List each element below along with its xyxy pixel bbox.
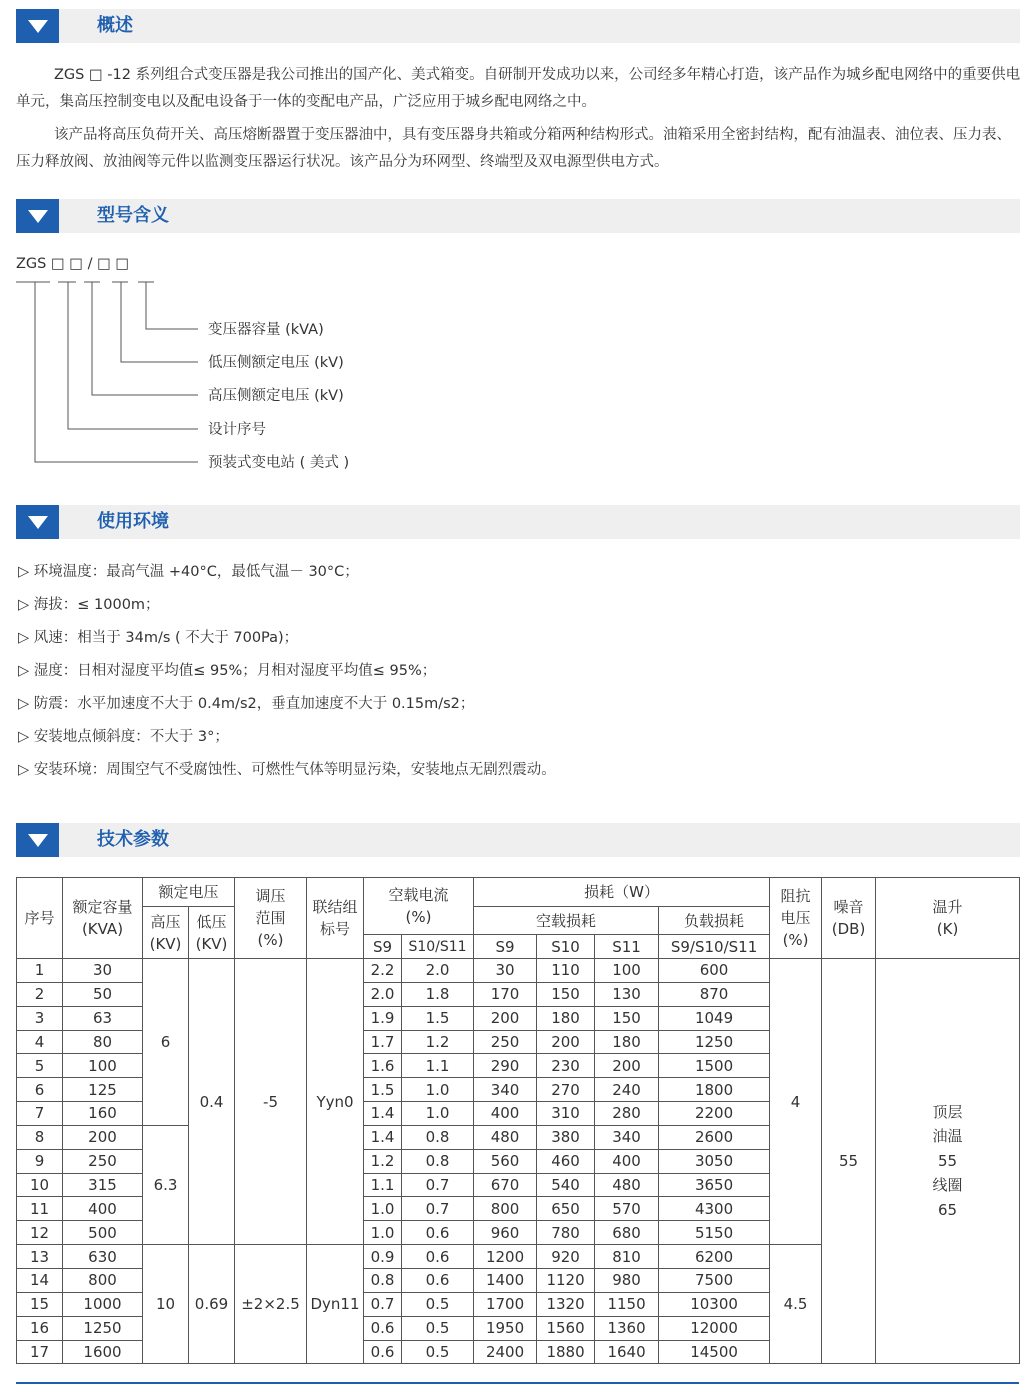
cell-i10: 0.5 (402, 1292, 474, 1316)
cell-seq: 4 (17, 1030, 63, 1054)
cell-p10: 1120 (537, 1268, 595, 1292)
cell-pk: 3050 (659, 1149, 770, 1173)
cell-p9: 200 (474, 1006, 537, 1030)
env-item: ▷ 防震：水平加速度不大于 0.4m/s2，垂直加速度不大于 0.15m/s2； (18, 696, 475, 712)
cell-seq: 8 (17, 1125, 63, 1149)
cell-vector-a: Yyn0 (307, 959, 364, 1245)
table-row (17, 959, 1020, 983)
cell-cap: 630 (63, 1245, 143, 1269)
cell-i9: 1.4 (364, 1125, 402, 1149)
cell-pk: 3650 (659, 1173, 770, 1197)
section-title: 使用环境 (97, 511, 169, 532)
cell-i9: 0.6 (364, 1316, 402, 1340)
th-impedance: 阻抗 电压 (%) (770, 878, 822, 959)
triangle-down-icon (28, 516, 48, 529)
cell-p9: 1700 (474, 1292, 537, 1316)
cell-i9: 2.0 (364, 982, 402, 1006)
cell-tap-b: ±2×2.5 (235, 1245, 307, 1364)
cell-pk: 1800 (659, 1078, 770, 1102)
cell-i10: 0.7 (402, 1197, 474, 1221)
section-title: 概述 (97, 15, 133, 36)
cell-p10: 920 (537, 1245, 595, 1269)
cell-i9: 0.7 (364, 1292, 402, 1316)
cell-pk: 600 (659, 959, 770, 983)
cell-i10: 2.0 (402, 959, 474, 983)
cell-p9: 1400 (474, 1268, 537, 1292)
cell-seq: 14 (17, 1268, 63, 1292)
cell-p11: 340 (595, 1125, 659, 1149)
cell-p10: 150 (537, 982, 595, 1006)
cell-cap: 400 (63, 1197, 143, 1221)
cell-pk: 10300 (659, 1292, 770, 1316)
cell-i10: 0.8 (402, 1149, 474, 1173)
env-item: ▷ 安装环境：周围空气不受腐蚀性、可燃性气体等明显污染，安装地点无剧烈震动。 (18, 762, 556, 778)
th-load-loss: 负载损耗 (659, 907, 770, 935)
cell-p11: 480 (595, 1173, 659, 1197)
cell-i9: 1.4 (364, 1102, 402, 1126)
cell-p10: 1880 (537, 1340, 595, 1364)
cell-cap: 200 (63, 1125, 143, 1149)
section-marker (16, 823, 59, 857)
cell-cap: 50 (63, 982, 143, 1006)
cell-pk: 12000 (659, 1316, 770, 1340)
cell-p11: 570 (595, 1197, 659, 1221)
cell-p11: 240 (595, 1078, 659, 1102)
cell-p10: 540 (537, 1173, 595, 1197)
cell-p11: 1360 (595, 1316, 659, 1340)
th-lv: 低压 (KV) (189, 907, 235, 959)
cell-p10: 270 (537, 1078, 595, 1102)
cell-p9: 340 (474, 1078, 537, 1102)
cell-p9: 250 (474, 1030, 537, 1054)
cell-p10: 780 (537, 1221, 595, 1245)
cell-p10: 200 (537, 1030, 595, 1054)
cell-cap: 160 (63, 1102, 143, 1126)
cell-p10: 1320 (537, 1292, 595, 1316)
cell-p9: 960 (474, 1221, 537, 1245)
env-item: ▷ 环境温度：最高气温 +40°C，最低气温－ 30°C； (18, 564, 359, 580)
cell-p11: 100 (595, 959, 659, 983)
cell-imp-a: 4 (770, 959, 822, 1245)
cell-i10: 0.6 (402, 1245, 474, 1269)
cell-p11: 680 (595, 1221, 659, 1245)
cell-p9: 670 (474, 1173, 537, 1197)
cell-i10: 1.0 (402, 1078, 474, 1102)
cell-p10: 650 (537, 1197, 595, 1221)
cell-cap: 250 (63, 1149, 143, 1173)
cell-i9: 1.1 (364, 1173, 402, 1197)
cell-pk: 1250 (659, 1030, 770, 1054)
cell-p11: 180 (595, 1030, 659, 1054)
section-title: 技术参数 (97, 829, 169, 850)
th-nl-s1011: S10/S11 (402, 935, 474, 959)
cell-p11: 1150 (595, 1292, 659, 1316)
cell-p9: 560 (474, 1149, 537, 1173)
cell-p10: 180 (537, 1006, 595, 1030)
model-label-design: 设计序号 (208, 422, 266, 438)
th-rated-voltage: 额定电压 (143, 878, 235, 907)
cell-cap: 1000 (63, 1292, 143, 1316)
cell-pk: 7500 (659, 1268, 770, 1292)
section-title: 型号含义 (97, 205, 169, 226)
th-loss-s10: S10 (537, 935, 595, 959)
overview-paragraph-2: 该产品将高压负荷开关、高压熔断器置于变压器油中，具有变压器身共箱或分箱两种结构形式。油箱采用全密封结构，配有油温表、油位表、压力表、压力释放阀、放油阀等元件以监测变压器运行状况。该产品分为环网型、终端型及双电源型供电方式。 (16, 127, 1011, 170)
th-noload-current: 空载电流 (%) (364, 878, 474, 935)
th-tap: 调压 范围 (%) (235, 878, 307, 959)
cell-cap: 80 (63, 1030, 143, 1054)
cell-p10: 460 (537, 1149, 595, 1173)
cell-p9: 480 (474, 1125, 537, 1149)
cell-p10: 310 (537, 1102, 595, 1126)
cell-p11: 1640 (595, 1340, 659, 1364)
cell-pk: 14500 (659, 1340, 770, 1364)
cell-i9: 1.9 (364, 1006, 402, 1030)
section-marker (16, 199, 59, 233)
cell-p11: 150 (595, 1006, 659, 1030)
th-seq: 序号 (17, 878, 63, 959)
cell-pk: 2600 (659, 1125, 770, 1149)
cell-p11: 980 (595, 1268, 659, 1292)
cell-p11: 280 (595, 1102, 659, 1126)
cell-i10: 0.6 (402, 1268, 474, 1292)
cell-i9: 1.0 (364, 1221, 402, 1245)
cell-vector-b: Dyn11 (307, 1245, 364, 1364)
cell-p9: 1950 (474, 1316, 537, 1340)
model-label-hv: 高压侧额定电压 (kV) (208, 388, 344, 404)
cell-pk: 6200 (659, 1245, 770, 1269)
th-hv: 高压 (KV) (143, 907, 189, 959)
cell-p9: 290 (474, 1054, 537, 1078)
model-label-lv: 低压侧额定电压 (kV) (208, 355, 344, 371)
env-item: ▷ 安装地点倾斜度：不大于 3°； (18, 729, 229, 745)
th-vector: 联结组 标号 (307, 878, 364, 959)
th-temp-rise: 温升 (K) (876, 878, 1020, 959)
cell-i9: 1.2 (364, 1149, 402, 1173)
cell-lv-069: 0.69 (189, 1245, 235, 1364)
cell-imp-b: 4.5 (770, 1245, 822, 1364)
cell-p9: 30 (474, 959, 537, 983)
cell-i10: 1.5 (402, 1006, 474, 1030)
cell-hv-63: 6.3 (143, 1125, 189, 1244)
th-loss-all: S9/S10/S11 (659, 935, 770, 959)
triangle-down-icon (28, 834, 48, 847)
env-item: ▷ 风速：相当于 34m/s ( 不大于 700Pa)； (18, 630, 299, 646)
cell-i9: 1.7 (364, 1030, 402, 1054)
cell-i10: 0.6 (402, 1221, 474, 1245)
cell-cap: 315 (63, 1173, 143, 1197)
cell-hv-10: 10 (143, 1245, 189, 1364)
cell-p11: 810 (595, 1245, 659, 1269)
model-code: ZGS □ □ / □ □ (16, 256, 130, 272)
cell-cap: 500 (63, 1221, 143, 1245)
cell-pk: 5150 (659, 1221, 770, 1245)
cell-seq: 7 (17, 1102, 63, 1126)
section-header-model (16, 199, 1020, 233)
th-loss: 损耗（W） (474, 878, 770, 907)
th-loss-s9: S9 (474, 935, 537, 959)
cell-p11: 400 (595, 1149, 659, 1173)
model-diagram-lines (0, 270, 210, 470)
cell-seq: 6 (17, 1078, 63, 1102)
th-loss-s11: S11 (595, 935, 659, 959)
cell-i10: 0.8 (402, 1125, 474, 1149)
cell-p10: 230 (537, 1054, 595, 1078)
cell-pk: 1500 (659, 1054, 770, 1078)
cell-p9: 800 (474, 1197, 537, 1221)
cell-temp: 顶层 油温 55 线圈 65 (876, 959, 1020, 1364)
cell-p9: 170 (474, 982, 537, 1006)
env-item: ▷ 湿度：日相对湿度平均值≤ 95%；月相对湿度平均值≤ 95%； (18, 663, 437, 679)
bottom-divider (16, 1382, 1019, 1384)
th-noload-loss: 空载损耗 (474, 907, 659, 935)
cell-i9: 0.6 (364, 1340, 402, 1364)
cell-i10: 0.7 (402, 1173, 474, 1197)
cell-seq: 11 (17, 1197, 63, 1221)
model-label-substation: 预装式变电站 ( 美式 ) (208, 455, 350, 471)
section-header-specs (16, 823, 1020, 857)
cell-i9: 1.6 (364, 1054, 402, 1078)
cell-p10: 1560 (537, 1316, 595, 1340)
cell-i9: 1.0 (364, 1197, 402, 1221)
triangle-down-icon (28, 210, 48, 223)
cell-i10: 0.5 (402, 1316, 474, 1340)
cell-seq: 13 (17, 1245, 63, 1269)
cell-pk: 1049 (659, 1006, 770, 1030)
cell-pk: 4300 (659, 1197, 770, 1221)
cell-i9: 2.2 (364, 959, 402, 983)
cell-seq: 1 (17, 959, 63, 983)
cell-i10: 0.5 (402, 1340, 474, 1364)
cell-seq: 16 (17, 1316, 63, 1340)
cell-p9: 2400 (474, 1340, 537, 1364)
cell-i9: 0.8 (364, 1268, 402, 1292)
section-marker (16, 9, 59, 43)
cell-i9: 0.9 (364, 1245, 402, 1269)
cell-cap: 63 (63, 1006, 143, 1030)
cell-seq: 17 (17, 1340, 63, 1364)
cell-noise: 55 (822, 959, 876, 1364)
cell-lv-04: 0.4 (189, 959, 235, 1245)
model-label-capacity: 变压器容量 (kVA) (208, 322, 324, 338)
cell-seq: 10 (17, 1173, 63, 1197)
cell-hv-6: 6 (143, 959, 189, 1126)
cell-i10: 1.0 (402, 1102, 474, 1126)
cell-i10: 1.2 (402, 1030, 474, 1054)
th-nl-s9: S9 (364, 935, 402, 959)
env-item: ▷ 海拔：≤ 1000m； (18, 597, 160, 613)
cell-p11: 200 (595, 1054, 659, 1078)
cell-seq: 15 (17, 1292, 63, 1316)
cell-cap: 800 (63, 1268, 143, 1292)
cell-seq: 3 (17, 1006, 63, 1030)
cell-cap: 125 (63, 1078, 143, 1102)
cell-p10: 110 (537, 959, 595, 983)
cell-pk: 2200 (659, 1102, 770, 1126)
cell-i10: 1.1 (402, 1054, 474, 1078)
section-header-environment (16, 505, 1020, 539)
spec-table (16, 877, 1020, 1364)
section-header-overview (16, 9, 1020, 43)
cell-cap: 1600 (63, 1340, 143, 1364)
cell-i10: 1.8 (402, 982, 474, 1006)
cell-cap: 100 (63, 1054, 143, 1078)
cell-tap-a: -5 (235, 959, 307, 1245)
cell-seq: 12 (17, 1221, 63, 1245)
overview-paragraph-1: ZGS □ -12 系列组合式变压器是我公司推出的国产化、美式箱变。自研制开发成功以来，公司经多年精心打造，该产品作为城乡配电网络中的重要供电单元，集高压控制变电以及配电设备于一体的变配电产品，广泛应用于城乡配电网络之中。 (16, 67, 1021, 110)
triangle-down-icon (28, 20, 48, 33)
cell-p10: 380 (537, 1125, 595, 1149)
cell-cap: 1250 (63, 1316, 143, 1340)
cell-i9: 1.5 (364, 1078, 402, 1102)
cell-p11: 130 (595, 982, 659, 1006)
cell-seq: 5 (17, 1054, 63, 1078)
cell-cap: 30 (63, 959, 143, 983)
cell-p9: 400 (474, 1102, 537, 1126)
cell-pk: 870 (659, 982, 770, 1006)
th-noise: 噪音 (DB) (822, 878, 876, 959)
th-capacity: 额定容量 (KVA) (63, 878, 143, 959)
section-marker (16, 505, 59, 539)
cell-seq: 2 (17, 982, 63, 1006)
cell-seq: 9 (17, 1149, 63, 1173)
cell-p9: 1200 (474, 1245, 537, 1269)
